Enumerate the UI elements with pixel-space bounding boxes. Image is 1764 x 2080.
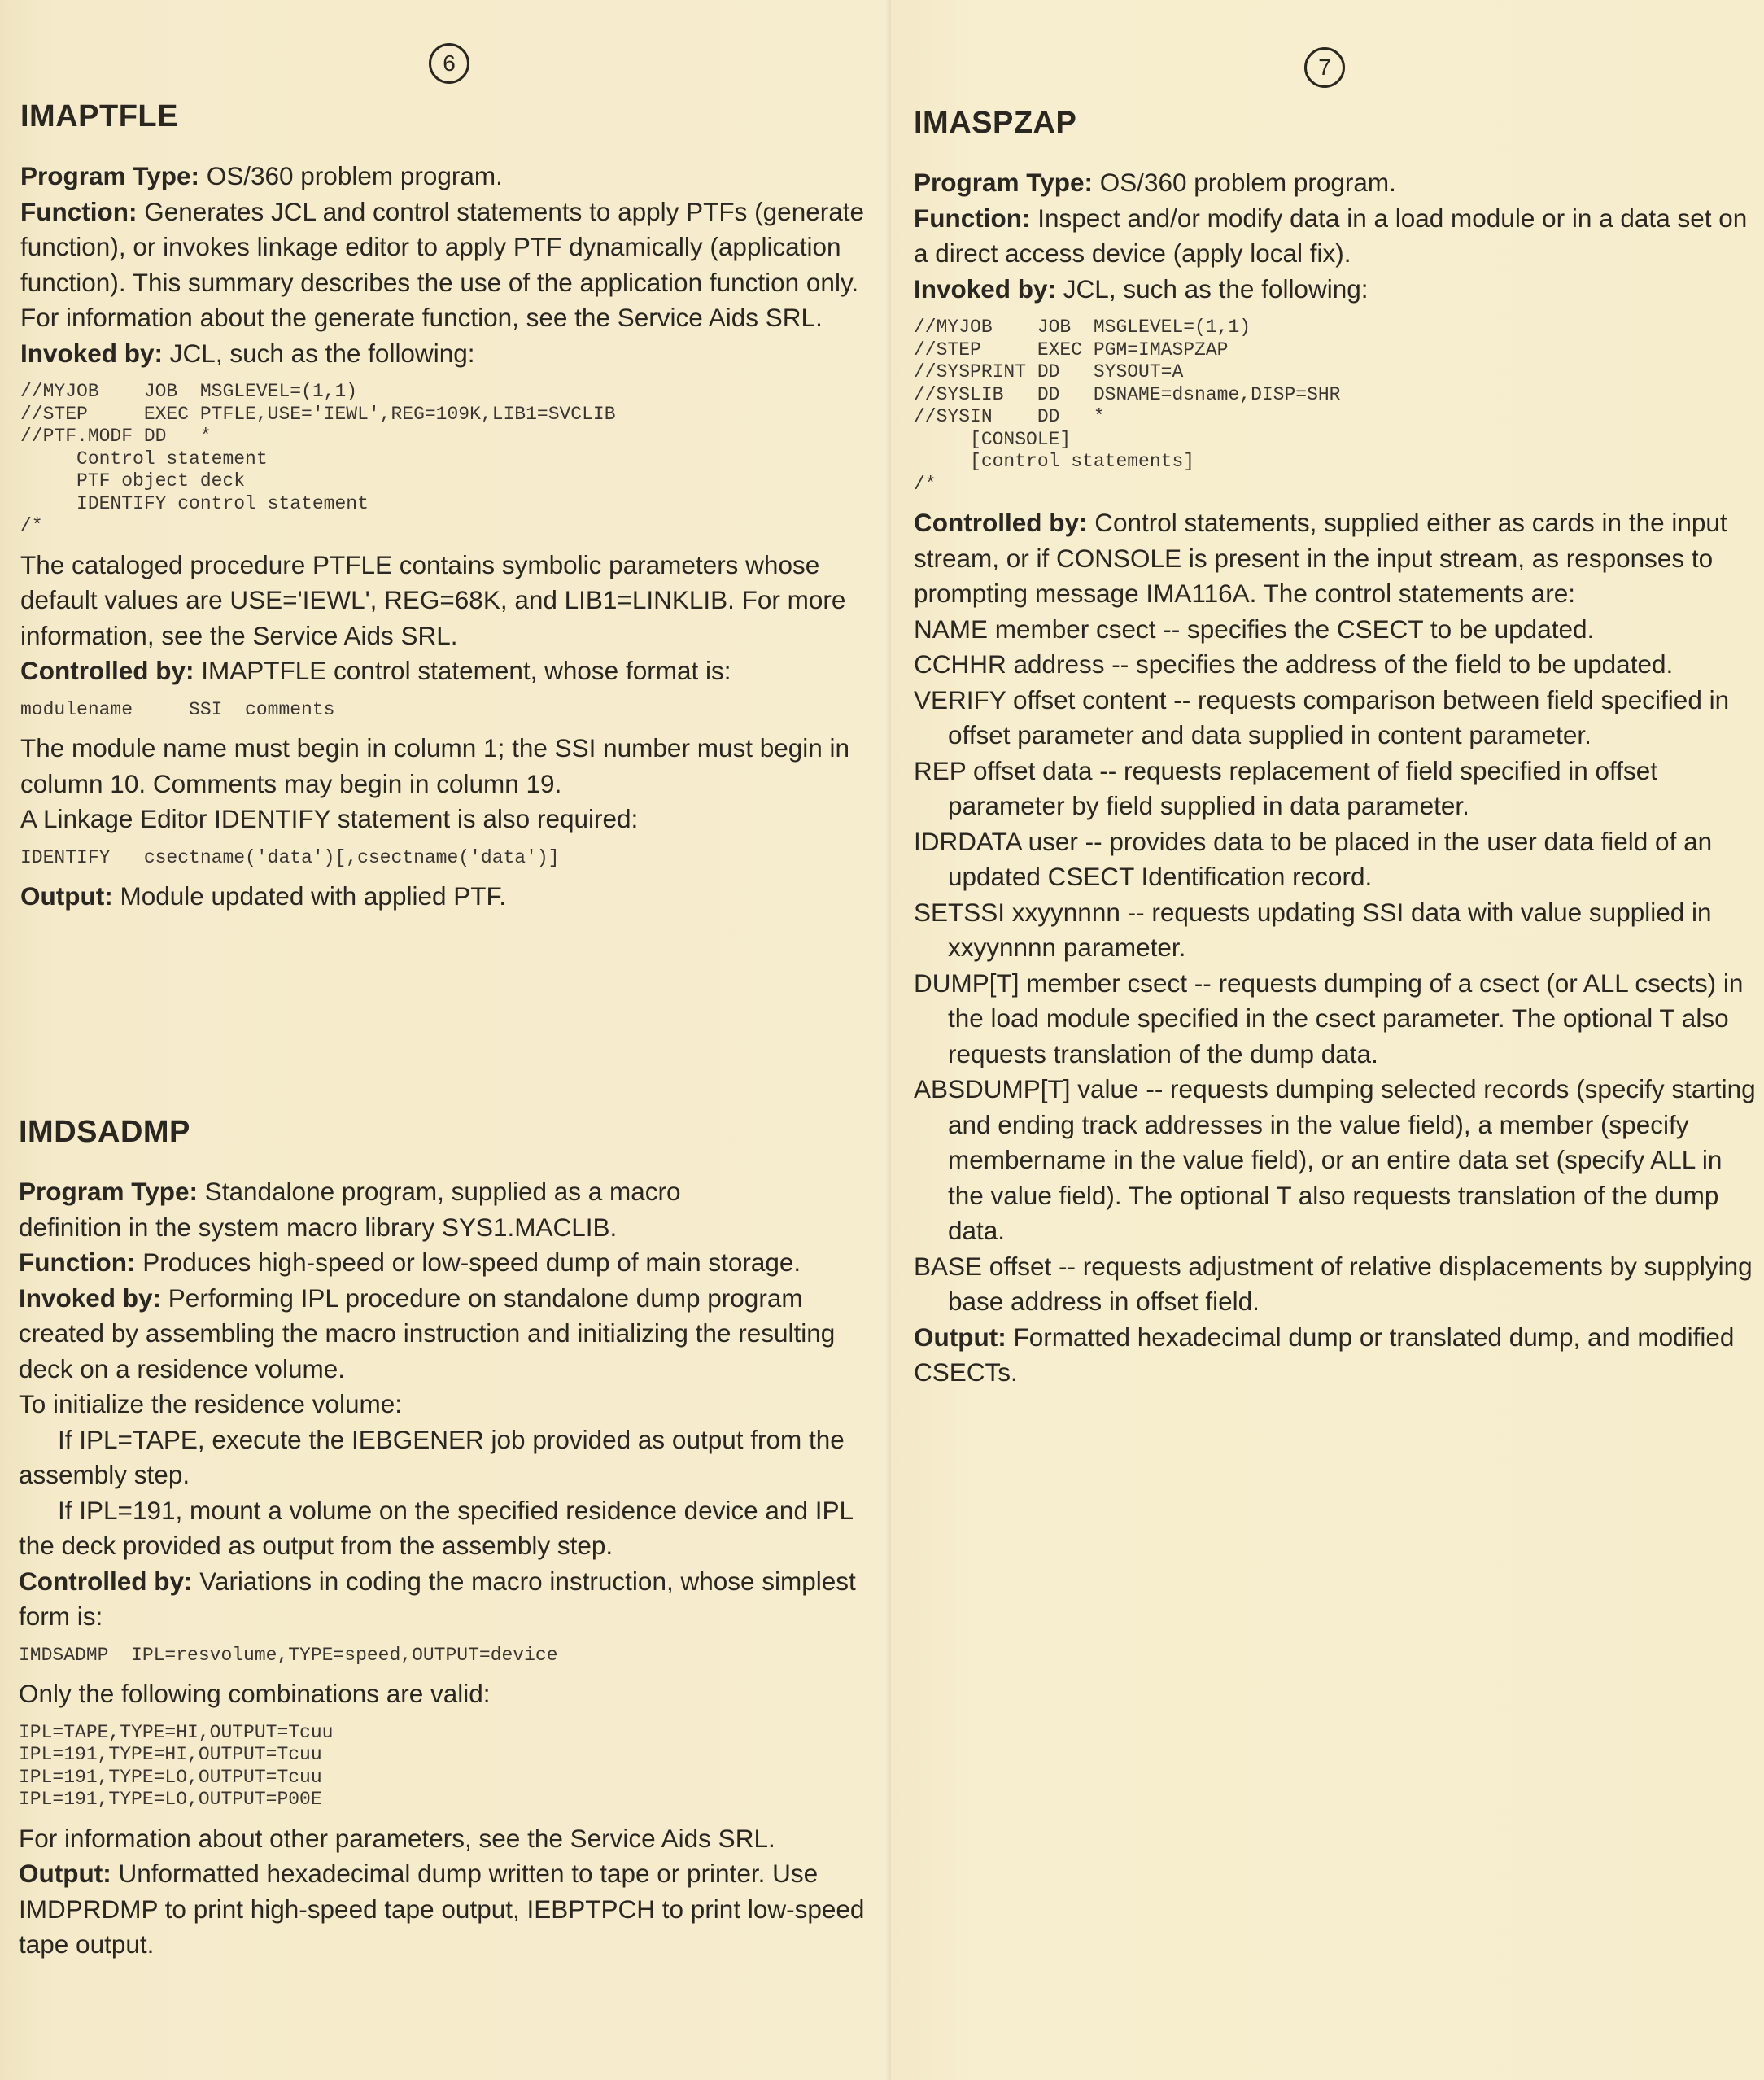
control-statement: VERIFY offset content -- requests comparison between field specified in offset parameter and data supplied in content parameter. <box>914 684 1730 749</box>
output: Output: Module updated with applied PTF. <box>20 881 507 911</box>
control-statement: DUMP[T] member csect -- requests dumping of a csect (or ALL csects) in the load module specified in the csect parameter. The optional T also requests translation of the dump data. <box>914 968 1744 1068</box>
function: Function: Inspect and/or modify data in a load module or in a data set on a direct access device (apply local fix). <box>914 203 1748 268</box>
jcl-listing: //MYJOB JOB MSGLEVEL=(1,1) //STEP EXEC PGM=IMASPZAP //SYSPRINT DD SYSOUT=A //SYSLIB DD DSNAME=dsname,DISP=SHR //SYSIN DD * [CONSOLE] [control statements] /* <box>914 317 1341 495</box>
valid-combinations: IPL=TAPE,TYPE=HI,OUTPUT=Tcuu IPL=191,TYPE=HI,OUTPUT=Tcuu IPL=191,TYPE=LO,OUTPUT=Tcuu IPL=191,TYPE=LO,OUTPUT=P00E <box>19 1721 334 1810</box>
other-params: For information about other parameters, see the Service Aids SRL. <box>19 1823 775 1853</box>
controlled-by: Controlled by: Control statements, supplied either as cards in the input stream, or if CONSOLE is present in the input stream, as responses to prompting message IMA116A. The control statements are: <box>914 508 1727 608</box>
controlled-by: Controlled by: IMAPTFLE control statement, whose format is: <box>20 656 731 685</box>
imaspzap-section <box>914 106 1760 1391</box>
init-intro: To initialize the residence volume: <box>19 1389 402 1418</box>
section-title: IMAPTFLE <box>20 99 178 133</box>
init-191: If IPL=191, mount a volume on the specified residence device and IPL the deck provided as output from the assembly step. <box>19 1495 853 1560</box>
imaptfle-section <box>20 99 883 915</box>
page-number: 6 <box>429 43 469 84</box>
right-page <box>891 0 1764 2080</box>
program-type: Program Type: OS/360 problem program. <box>20 161 503 190</box>
invoked-by: Invoked by: JCL, such as the following: <box>20 338 475 368</box>
linkage-note: A Linkage Editor IDENTIFY statement is also required: <box>20 804 639 833</box>
page-number: 7 <box>1304 47 1345 88</box>
section-title: IMDSADMP <box>19 1115 190 1149</box>
imdsadmp-section <box>19 1115 881 1963</box>
identify-statement: IDENTIFY csectname('data')[,csectname('data')] <box>20 846 560 868</box>
program-type: Program Type: OS/360 problem program. <box>914 168 1396 197</box>
output: Output: Unformatted hexadecimal dump written to tape or printer. Use IMDPRDMP to print high-speed tape output, IEBPTPCH to print low-speed tape output. <box>19 1859 865 1959</box>
control-statement: SETSSI xxyynnnn -- requests updating SSI data with value supplied in xxyynnnn parameter. <box>914 897 1712 962</box>
controlled-by: Controlled by: Variations in coding the macro instruction, whose simplest form is: <box>19 1566 856 1631</box>
control-statement: IDRDATA user -- provides data to be placed in the user data field of an updated CSECT Identification record. <box>914 826 1713 891</box>
control-statement: CCHHR address -- specifies the address of the field to be updated. <box>914 649 1674 679</box>
control-statement: ABSDUMP[T] value -- requests dumping selected records (specify starting and ending track addresses in the value field), a member (specify membername in the value field), or an entire data set (specify ALL in the value field). The optional T also requests translation of the dump data. <box>914 1074 1756 1245</box>
function: Function: Generates JCL and control statements to apply PTFs (generate function), or invokes linkage editor to apply PTF dynamically (application function). This summary describes the use of the application function only. For information about the generate function, see the Service Aids SRL. <box>20 196 865 332</box>
invoked-by: Invoked by: JCL, such as the following: <box>914 273 1369 304</box>
init-tape: If IPL=TAPE, execute the IEBGENER job provided as output from the assembly step. <box>19 1424 845 1489</box>
invoked-by: Invoked by: Performing IPL procedure on standalone dump program created by assembling the macro instruction and initializing the resulting deck on a residence volume. <box>19 1283 836 1383</box>
statement-format: modulename SSI comments <box>20 698 335 720</box>
control-statement: NAME member csect -- specifies the CSECT to be updated. <box>914 614 1595 644</box>
control-statement: BASE offset -- requests adjustment of relative displacements by supplying base address in offset field. <box>914 1251 1753 1316</box>
function: Function: Produces high-speed or low-speed dump of main storage. <box>19 1248 801 1277</box>
program-type: Program Type: Standalone program, supplied as a macro definition in the system macro library SYS1.MACLIB. <box>19 1177 681 1242</box>
macro-form: IMDSADMP IPL=resvolume,TYPE=speed,OUTPUT=device <box>19 1644 558 1666</box>
control-statement-list <box>914 612 1760 1320</box>
output: Output: Formatted hexadecimal dump or translated dump, and modified CSECTs. <box>914 1322 1735 1387</box>
jcl-listing: //MYJOB JOB MSGLEVEL=(1,1) //STEP EXEC PTFLE,USE='IEWL',REG=109K,LIB1=SVCLIB //PTF.MODF DD * Control statement PTF object deck IDENTIFY control statement /* <box>20 381 616 536</box>
control-statement: REP offset data -- requests replacement of field specified in offset parameter by field supplied in data parameter. <box>914 755 1658 820</box>
cataloged-procedure-note: The cataloged procedure PTFLE contains symbolic parameters whose default values are USE='IEWL', REG=68K, and LIB1=LINKLIB. For more information, see the Service Aids SRL. <box>20 549 846 650</box>
section-title: IMASPZAP <box>914 106 1077 140</box>
column-rule: The module name must begin in column 1; the SSI number must begin in column 10. Comments may begin in column 19. <box>20 733 850 798</box>
valid-intro: Only the following combinations are valid: <box>19 1679 491 1708</box>
